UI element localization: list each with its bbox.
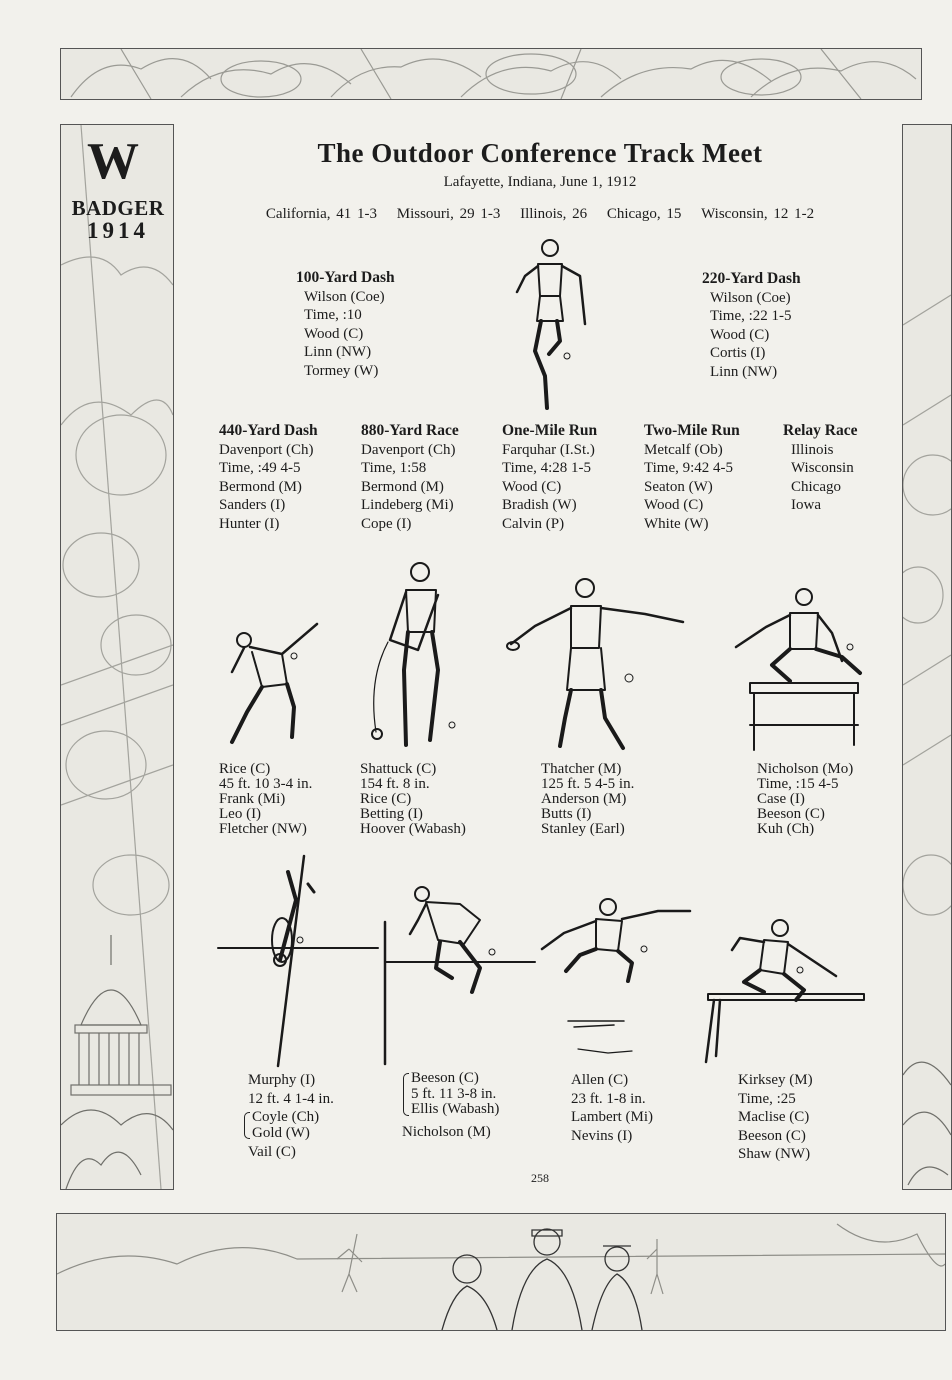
high-jump-results — [402, 1071, 499, 1141]
result-line: Beeson (C) — [738, 1127, 806, 1144]
team-score: California, 41 1-3 — [265, 206, 377, 222]
high-hurdles-illustration — [732, 585, 867, 755]
result-line: Butts (I) — [541, 806, 592, 822]
result-line: Seaton (W) — [644, 478, 713, 495]
result-line: Wilson (Coe) — [304, 288, 385, 305]
broad-jump-results — [571, 1071, 653, 1145]
page-title: The Outdoor Conference Track Meet — [317, 138, 763, 168]
result-line: Tormey (W) — [304, 362, 379, 379]
page-number: 258 — [531, 1171, 549, 1185]
result-line: Sanders (I) — [219, 497, 286, 514]
result-line: Time, 9:42 4-5 — [644, 460, 734, 477]
event-title: 440-Yard Dash — [219, 422, 318, 439]
result-line: Gold (W) — [252, 1124, 310, 1141]
top-decorative-banner — [60, 48, 922, 100]
result-line: Maclise (C) — [738, 1109, 810, 1125]
result-line: Kuh (Ch) — [757, 821, 815, 837]
event-two-mile-run — [644, 422, 740, 534]
event-title: Relay Race — [783, 422, 858, 439]
shot-put-illustration — [222, 612, 332, 752]
team-score: Chicago, 15 — [606, 206, 682, 222]
result-line: Lambert (Mi) — [571, 1109, 654, 1125]
result-line: Shattuck (C) — [360, 761, 437, 777]
result-line: Cope (I) — [361, 515, 412, 532]
event-title: One-Mile Run — [502, 422, 598, 439]
result-line: Metcalf (Ob) — [644, 441, 723, 458]
event-220-yard-dash — [702, 270, 801, 382]
page-subtitle: Lafayette, Indiana, June 1, 1912 — [443, 174, 637, 190]
result-line: 12 ft. 4 1-4 in. — [248, 1090, 334, 1107]
result-line: Leo (I) — [219, 806, 262, 822]
result-line: Nicholson (Mo) — [757, 761, 854, 777]
broad-jump-illustration — [538, 893, 698, 1063]
hammer-throw-illustration — [368, 560, 468, 755]
result-line: 125 ft. 5 4-5 in. — [541, 776, 635, 792]
result-line: Bermond (M) — [361, 478, 444, 495]
branding-name: BADGER — [71, 196, 165, 220]
event-100-yard-dash — [296, 269, 395, 381]
result-line: Calvin (P) — [502, 515, 565, 532]
result-line: Cortis (I) — [710, 345, 766, 362]
shot-put-results — [219, 762, 312, 837]
result-line: Wisconsin — [791, 460, 854, 477]
event-title: 880-Yard Race — [361, 422, 459, 439]
result-line: Coyle (Ch) — [252, 1109, 320, 1125]
result-line: Time, :15 4-5 — [757, 776, 839, 792]
team-score: Illinois, 26 — [520, 206, 588, 222]
result-line: Wilson (Coe) — [710, 289, 791, 306]
result-line: Hunter (I) — [219, 515, 280, 532]
result-line: 23 ft. 1-8 in. — [571, 1090, 646, 1107]
result-line: Bermond (M) — [219, 478, 302, 495]
result-line: Time, :22 1-5 — [710, 308, 792, 325]
right-decorative-column — [902, 124, 952, 1190]
result-line: Time, :49 4-5 — [219, 460, 301, 477]
event-title: 100-Yard Dash — [296, 269, 395, 286]
result-line: Lindeberg (Mi) — [361, 497, 454, 514]
result-line: Time, 1:58 — [361, 460, 427, 477]
result-line: Linn (NW) — [304, 344, 372, 361]
result-line: Iowa — [791, 497, 821, 514]
result-line: Rice (C) — [219, 761, 271, 777]
result-line: Betting (I) — [360, 806, 423, 822]
discus-throw-results — [541, 762, 634, 837]
result-line: Chicago — [791, 478, 841, 495]
result-line: Time, :10 — [304, 307, 362, 324]
result-line: Fletcher (NW) — [219, 821, 307, 837]
result-line: Beeson (C) — [757, 806, 825, 822]
result-line: Time, :25 — [738, 1090, 796, 1107]
discus-throw-illustration — [505, 578, 690, 758]
event-title: Two-Mile Run — [644, 422, 740, 439]
result-line: Wood (C) — [304, 325, 364, 342]
team-score: Missouri, 29 1-3 — [396, 206, 501, 222]
result-line: 45 ft. 10 3-4 in. — [219, 776, 313, 792]
team-scores — [200, 206, 880, 223]
result-line: Beeson (C) — [411, 1070, 479, 1086]
result-line: Time, 4:28 1-5 — [502, 460, 592, 477]
result-line: Allen (C) — [571, 1072, 629, 1088]
result-line: Nicholson (M) — [402, 1123, 491, 1140]
event-880-yard-race — [361, 422, 459, 534]
result-line: Illinois — [791, 441, 834, 458]
left-decorative-column — [60, 124, 174, 1190]
result-line: Thatcher (M) — [541, 761, 622, 777]
result-line: Anderson (M) — [541, 791, 627, 807]
result-line: Davenport (Ch) — [361, 441, 456, 458]
result-line: Murphy (I) — [248, 1072, 316, 1088]
result-line: Hoover (Wabash) — [360, 821, 466, 837]
result-line: Wood (C) — [644, 497, 704, 514]
event-440-yard-dash — [219, 422, 318, 534]
result-line: White (W) — [644, 515, 709, 532]
low-hurdles-illustration — [700, 916, 870, 1066]
team-score: Wisconsin, 12 1-2 — [701, 206, 815, 222]
result-line: Case (I) — [757, 791, 805, 807]
result-line: Frank (Mi) — [219, 791, 286, 807]
bottom-illustration-banner — [56, 1213, 946, 1331]
event-title: 220-Yard Dash — [702, 270, 801, 287]
result-line: Farquhar (I.St.) — [502, 441, 595, 458]
result-line: Bradish (W) — [502, 497, 577, 514]
result-line: 5 ft. 11 3-8 in. — [411, 1085, 497, 1102]
result-line: Wood (C) — [502, 478, 562, 495]
result-line: Stanley (Earl) — [541, 821, 625, 837]
result-line: Wood (C) — [710, 326, 770, 343]
high-jump-illustration — [380, 882, 540, 1067]
result-line: Rice (C) — [360, 791, 412, 807]
tie-brace-group — [402, 1071, 499, 1118]
high-hurdles-results — [757, 762, 853, 837]
result-line: Kirksey (M) — [738, 1072, 813, 1088]
result-line: 154 ft. 8 in. — [360, 776, 430, 792]
event-one-mile-run — [502, 422, 597, 534]
event-relay-race — [783, 422, 857, 515]
pole-vault-illustration — [218, 852, 383, 1072]
result-line: Linn (NW) — [710, 363, 778, 380]
result-line: Davenport (Ch) — [219, 441, 314, 458]
result-line: Nevins (I) — [571, 1127, 633, 1144]
tie-brace-group — [243, 1110, 334, 1141]
hammer-throw-results — [360, 762, 466, 837]
branding-letter: W — [87, 133, 139, 190]
branding-year: 1914 — [87, 218, 149, 243]
result-line: Shaw (NW) — [738, 1146, 811, 1162]
low-hurdles-results — [738, 1071, 813, 1164]
result-line: Vail (C) — [248, 1144, 296, 1160]
runner-illustration — [505, 236, 600, 416]
pole-vault-results — [248, 1071, 334, 1162]
result-line: Ellis (Wabash) — [411, 1101, 500, 1117]
